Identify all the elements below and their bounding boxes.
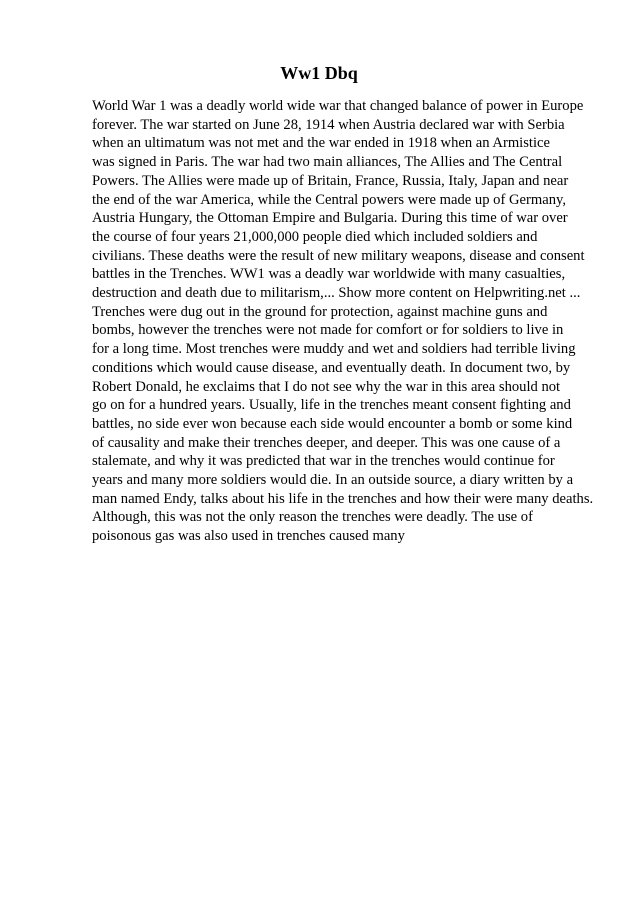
body-line: conditions which would cause disease, and eventually death. In document two, by [92,359,571,376]
body-line: Although, this was not the only reason the trenches were deadly. The use of [92,509,533,526]
body-line: battles in the Trenches. WW1 was a deadly war worldwide with many casualties, [92,266,566,283]
body-line: the end of the war America, while the Central powers were made up of Germany, [92,191,566,208]
body-line: forever. The war started on June 28, 1914 when Austria declared war with Serbia [92,116,565,133]
document-body [92,97,612,546]
body-line: of causality and make their trenches deeper, and deeper. This was one cause of a [92,434,561,451]
body-line: was signed in Paris. The war had two main alliances, The Allies and The Central [92,154,563,171]
body-line: Trenches were dug out in the ground for protection, against machine guns and [92,303,548,320]
document-title: Ww1 Dbq [280,63,358,83]
body-line: for a long time. Most trenches were muddy and wet and soldiers had terrible living [92,341,576,358]
body-line: when an ultimatum was not met and the war ended in 1918 when an Armistice [92,135,550,152]
body-line: destruction and death due to militarism,... Show more content on Helpwriting.net ... [92,285,581,302]
body-line: battles, no side ever won because each side would encounter a bomb or some kind [92,415,573,432]
body-line: go on for a hundred years. Usually, life in the trenches meant consent fighting and [92,397,571,414]
body-line: man named Endy, talks about his life in the trenches and how their were many deaths. [92,490,594,507]
body-line: stalemate, and why it was predicted that war in the trenches would continue for [92,453,555,470]
body-line: the course of four years 21,000,000 people died which included soldiers and [92,228,538,245]
body-line: Austria Hungary, the Ottoman Empire and Bulgaria. During this time of war over [92,210,568,227]
body-line: poisonous gas was also used in trenches caused many [92,528,405,545]
body-line: civilians. These deaths were the result of new military weapons, disease and consent [92,247,585,264]
body-line: Robert Donald, he exclaims that I do not see why the war in this area should not [92,378,561,395]
body-line: years and many more soldiers would die. In an outside source, a diary written by a [92,472,574,489]
body-line: World War 1 was a deadly world wide war that changed balance of power in Europe [92,98,584,114]
body-line: bombs, however the trenches were not made for comfort or for soldiers to live in [92,322,564,339]
body-line: Powers. The Allies were made up of Britain, France, Russia, Italy, Japan and near [92,172,569,189]
